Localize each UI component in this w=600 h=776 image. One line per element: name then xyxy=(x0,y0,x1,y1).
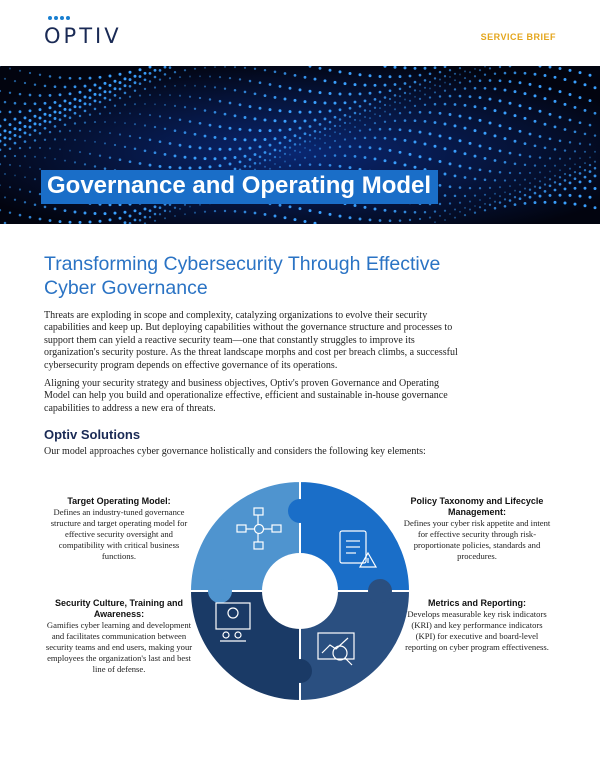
puzzle-tab-left xyxy=(208,579,232,603)
section-subtitle: Transforming Cybersecurity Through Effective Cyber Governance xyxy=(44,253,441,299)
hero-title: Governance and Operating Model xyxy=(41,170,438,204)
logo-dots-icon xyxy=(44,14,76,22)
element-heading: Security Culture, Training and Awareness: xyxy=(54,598,184,619)
solutions-intro: Our model approaches cyber governance holistically and considers the following key elements: xyxy=(44,446,426,457)
service-brief-tag: SERVICE BRIEF xyxy=(480,32,556,42)
element-policy-taxonomy xyxy=(402,496,552,562)
solutions-heading: Optiv Solutions xyxy=(44,427,141,442)
puzzle-tab-top xyxy=(288,499,312,523)
puzzle-tab-bottom xyxy=(288,659,312,683)
element-heading: Metrics and Reporting: xyxy=(427,598,526,608)
paragraph-aligning: Aligning your security strategy and business objectives, Optiv's proven Governance and Operating Model can help you build and operationalize effective, efficient and sustainable in-house governance capabilities to address a new era of threats. xyxy=(44,378,448,414)
paragraph-intro: Threats are exploding in scope and complexity, catalyzing organizations to evolve their security capabilities and keep up. But deploying capabilities without the governance structure and processes to support them can yield a reactive security team—one that constantly struggles to improve its organization's security posture. As the threat landscape morphs and cost per breach climbs, a successful cybersecurity program depends on effective governance of its operations. xyxy=(44,310,458,371)
logo-text: OPTIV xyxy=(44,24,122,48)
element-description: Defines your cyber risk appetite and intent for effective security through risk-proportionate policies, standards and procedures. xyxy=(403,518,551,561)
element-target-operating-model xyxy=(44,496,194,562)
element-description: Gamifies cyber learning and development and facilitates communication between security teams and end users, making your employees the organization's last and best line of defense. xyxy=(45,620,193,674)
element-description: Develops measurable key risk indicators (KRI) and key performance indicators (KPI) for executive and board-level reporting on cyber program effectiveness. xyxy=(405,609,549,652)
puzzle-tab-right xyxy=(368,579,392,603)
element-description: Defines an industry-tuned governance structure and target operating model for effective security oversight and compatibility with critical business functions. xyxy=(50,507,188,561)
element-metrics-reporting xyxy=(402,598,552,653)
element-heading: Target Operating Model: xyxy=(67,496,171,506)
element-security-culture xyxy=(44,598,194,675)
governance-puzzle-wheel xyxy=(190,481,410,701)
element-heading: Policy Taxonomy and Lifecycle Management: xyxy=(410,496,544,517)
optiv-logo xyxy=(44,14,124,50)
wheel-center-hole xyxy=(262,553,338,629)
hero-banner xyxy=(0,66,600,224)
